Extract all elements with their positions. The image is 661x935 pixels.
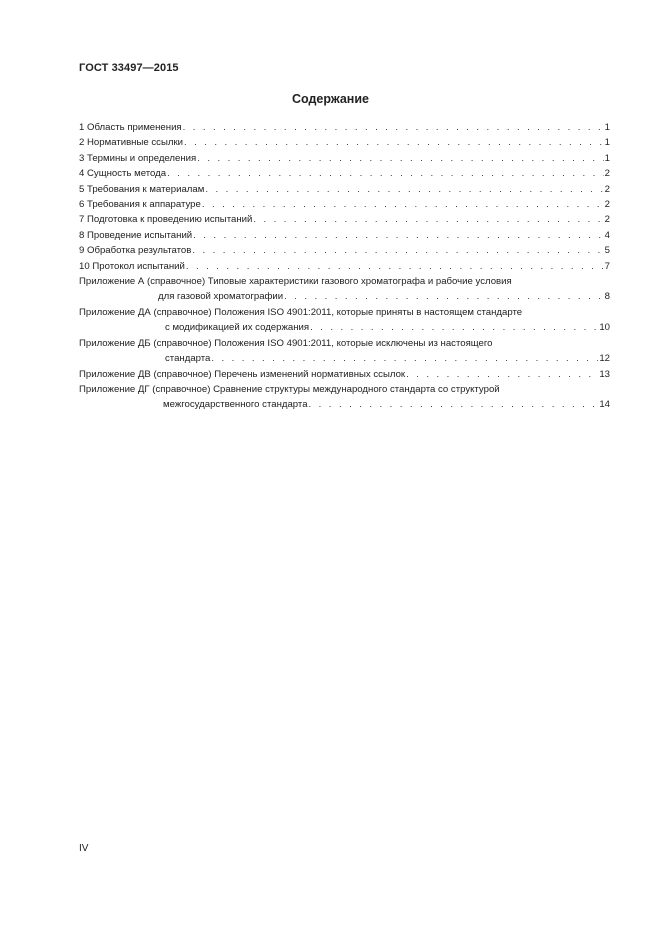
toc-entry-page: 1 — [604, 152, 610, 164]
leader-dots — [310, 320, 598, 335]
toc-entry-text: Приложение ДГ (справочное) Сравнение структуры международного стандарта со структурой — [79, 383, 500, 395]
toc-entry-text: 1 Область применения — [79, 122, 182, 133]
toc-entry-page: 2 — [604, 183, 610, 195]
leader-dots — [183, 120, 604, 135]
toc-entry[interactable] — [79, 135, 610, 150]
toc-entry-text: 9 Обработка результатов — [79, 245, 192, 257]
toc-entry-text: 3 Термины и определения — [79, 152, 197, 164]
toc-entry[interactable] — [79, 212, 610, 227]
toc-entry[interactable] — [79, 151, 610, 166]
toc-entry-text: Приложение А (справочное) Типовые характеристики газового хроматографа и рабочие условия — [79, 276, 512, 288]
toc-entry-text: 8 Проведение испытаний — [79, 229, 193, 241]
table-of-contents — [79, 120, 610, 413]
page-title: Содержание — [291, 92, 369, 106]
toc-entry-text-continued: с модификацией их содержания — [165, 322, 310, 334]
toc-entry[interactable] — [79, 120, 610, 135]
leader-dots — [284, 289, 604, 304]
toc-appendix-entry[interactable] — [79, 305, 610, 336]
toc-entry-text: 2 Нормативные ссылки — [79, 137, 184, 149]
toc-entry-page: 2 — [604, 214, 610, 226]
toc-appendix-entry[interactable] — [79, 367, 610, 382]
toc-entry-text: Приложение ДВ (справочное) Перечень изменений нормативных ссылок — [79, 368, 406, 380]
toc-entry-text: Приложение ДБ (справочное) Положения ISO 4901:2011, которые исключены из настоящего — [79, 337, 493, 349]
toc-entry-text: 7 Подготовка к проведению испытаний — [79, 214, 253, 226]
toc-entry[interactable] — [79, 259, 610, 274]
toc-entry-text-continued: межгосударственного стандарта — [163, 399, 308, 411]
leader-dots — [211, 351, 598, 366]
leader-dots — [205, 182, 603, 197]
toc-entry-text: 10 Протокол испытаний — [79, 260, 185, 272]
toc-entry-page: 1 — [604, 122, 610, 133]
leader-dots — [193, 228, 603, 243]
toc-entry-text-continued: для газовой хроматографии — [158, 291, 284, 303]
toc-entry-text: Приложение ДА (справочное) Положения ISO 4901:2011, которые приняты в настоящем стандарте — [79, 306, 523, 318]
leader-dots — [184, 135, 604, 150]
toc-entry-page: 4 — [604, 229, 610, 241]
leader-dots — [186, 259, 604, 274]
toc-entry-page: 13 — [599, 368, 610, 380]
toc-entry-page: 5 — [604, 245, 610, 257]
leader-dots — [406, 367, 598, 382]
toc-entry-page: 2 — [604, 168, 610, 180]
toc-entry[interactable] — [79, 197, 610, 212]
toc-appendix-entry[interactable] — [79, 274, 610, 305]
toc-entry-page: 14 — [599, 399, 610, 411]
leader-dots — [192, 243, 603, 258]
leader-dots — [202, 197, 604, 212]
toc-entry-text: 5 Требования к материалам — [79, 183, 205, 195]
toc-entry-text: 4 Сущность метода — [79, 168, 167, 180]
toc-entry-page: 1 — [604, 137, 610, 149]
leader-dots — [309, 397, 599, 412]
leader-dots — [253, 212, 603, 227]
toc-entry[interactable] — [79, 243, 610, 258]
toc-entry-text-continued: стандарта — [165, 353, 211, 365]
page-number: IV — [79, 843, 89, 854]
toc-entry-page: 2 — [604, 199, 610, 211]
toc-entry[interactable] — [79, 182, 610, 197]
document-number: ГОСТ 33497—2015 — [79, 62, 179, 74]
toc-entry-text: 6 Требования к аппаратуре — [79, 199, 201, 211]
leader-dots — [167, 166, 604, 181]
leader-dots — [197, 151, 603, 166]
toc-entry-page: 7 — [604, 260, 610, 272]
toc-appendix-entry[interactable] — [79, 382, 610, 413]
toc-entry[interactable] — [79, 166, 610, 181]
toc-entry-page: 8 — [604, 291, 610, 303]
toc-appendix-entry[interactable] — [79, 336, 610, 367]
toc-entry-page: 10 — [599, 322, 610, 334]
toc-entry[interactable] — [79, 228, 610, 243]
toc-entry-page: 12 — [599, 353, 610, 365]
